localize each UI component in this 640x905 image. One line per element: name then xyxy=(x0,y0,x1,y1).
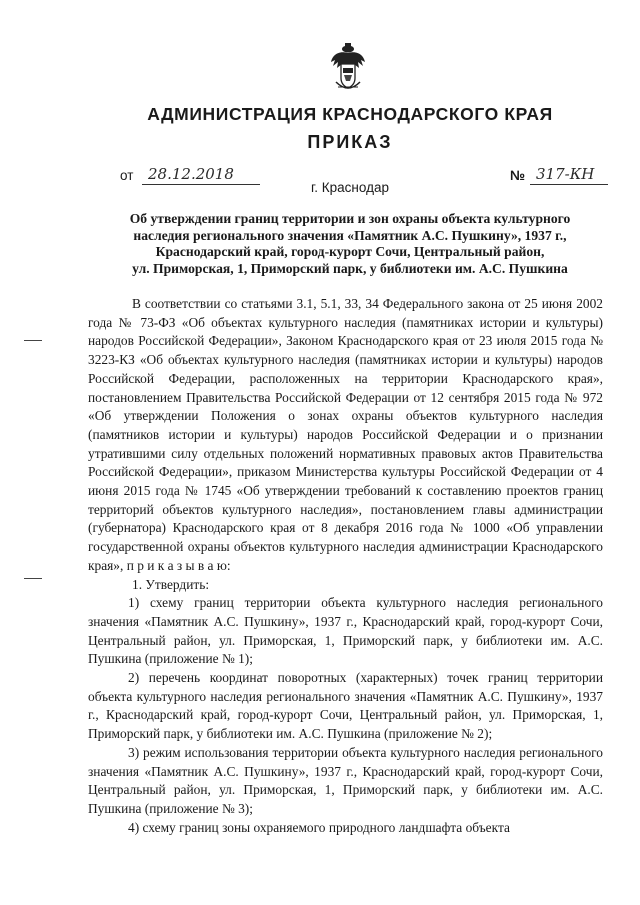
list-item: 3) режим использования территории объекта культурного наследия регионального значения «Памятник А.С. Пушкину», 1937 г., Краснодарский край, город-курорт Сочи, Центральный район, ул. Приморская, 1, Приморский парк, у библиотеки им. А.С. Пушкина (приложение № 3); xyxy=(88,744,603,816)
list-item: 1) схему границ территории объекта культурного наследия регионального значения «Памятник А.С. Пушкину», 1937 г., Краснодарский край, город-курорт Сочи, Центральный район, ул. Приморская, 1, Приморский парк, у библиотеки им. А.С. Пушкина (приложение № 1); xyxy=(88,595,603,667)
coat-of-arms-emblem xyxy=(328,42,368,94)
approve-paragraph: 1. Утвердить: xyxy=(132,576,210,592)
title-line: Об утверждении границ территории и зон охраны объекта культурного xyxy=(129,211,571,226)
date-value: 28.12.2018 xyxy=(142,166,260,185)
title-line: ул. Приморская, 1, Приморский парк, у библиотеки им. А.С. Пушкина xyxy=(132,260,568,276)
organization-name: АДМИНИСТРАЦИЯ КРАСНОДАРСКОГО КРАЯ xyxy=(147,104,553,124)
document-body xyxy=(88,295,603,837)
margin-mark xyxy=(24,340,42,341)
date-label: от xyxy=(120,168,134,183)
margin-mark xyxy=(24,578,42,579)
list-item: 4) схему границ зоны охраняемого природного ландшафта объекта xyxy=(128,819,510,835)
city: г. Краснодар xyxy=(311,180,389,195)
title-line: наследия регионального значения «Памятник А.С. Пушкину», 1937 г., xyxy=(133,227,567,243)
preamble-paragraph: В соответствии со статьями 3.1, 5.1, 33, 34 Федерального закона от 25 июня 2002 года № 73-ФЗ «Об объектах культурного наследия (памятниках истории и культуры) народов Российской Федерации», Законом Краснодарского края от 23 июля 2015 года № 3223-КЗ «Об объектах культурного наследия (памятниках истории и культуры) народов Российской Федерации, расположенных на территории Краснодарского края», постановлением Правительства Российской Федерации от 12 сентября 2015 года № 972 «Об утверждении Положения о зонах охраны объектов культурного наследия (памятников истории и культуры) народов Российской Федерации и о признании утратившими силу отдельных положений нормативных правовых актов Правительства Российской Федерации», приказом Министерства культуры Российской Федерации от 4 июня 2015 года № 1745 «Об утверждении требований к составлению проектов границ территорий объектов культурного наследия», постановлением главы администрации (губернатора) Краснодарского края от 8 декабря 2016 года № 1000 «Об управлении государственной охраны объектов культурного наследия администрации Краснодарского края», п р и к а з ы в а ю: xyxy=(88,296,603,573)
number-label: № xyxy=(510,168,526,183)
title-line: Краснодарский край, город-курорт Сочи, Центральный район, xyxy=(155,244,545,259)
list-item: 2) перечень координат поворотных (характерных) точек границ территории объекта культурного наследия регионального значения «Памятник А.С. Пушкину», 1937 г., Краснодарский край, город-курорт Сочи, Центральный район, ул. Приморская, 1, Приморский парк, у библиотеки им. А.С. Пушкина (приложение № 2); xyxy=(88,670,603,742)
document-type: ПРИКАЗ xyxy=(307,132,393,152)
number-value: 317-КН xyxy=(530,166,608,185)
document-title xyxy=(95,211,605,277)
